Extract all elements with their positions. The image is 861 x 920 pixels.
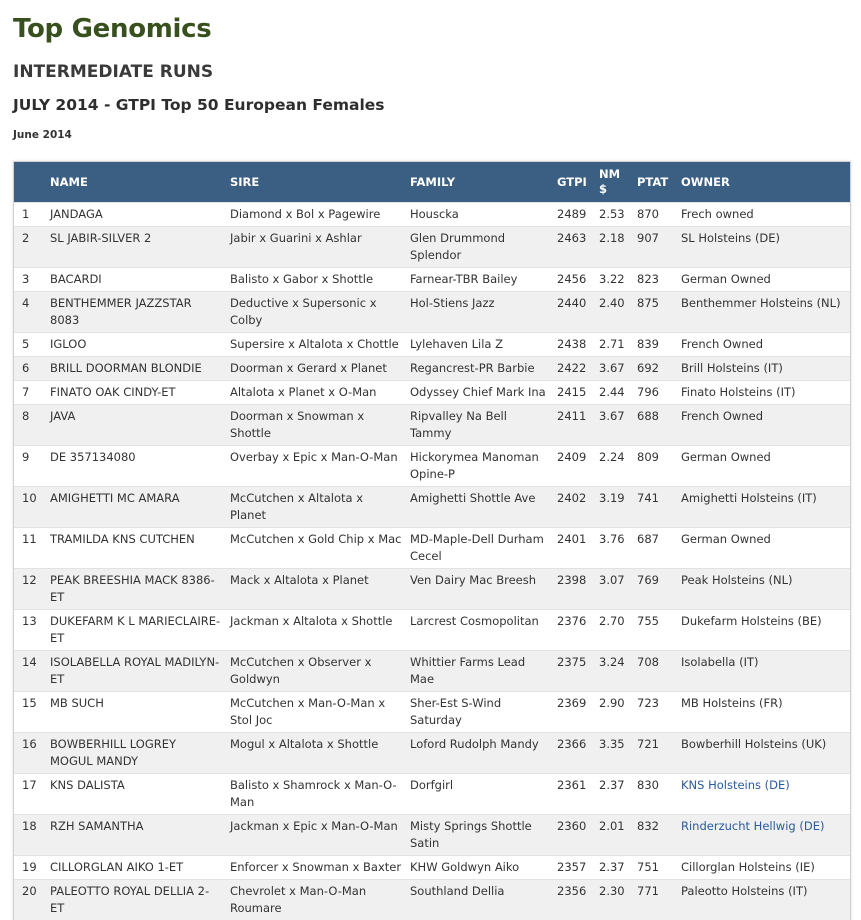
site-title[interactable]: Top Genomics bbox=[13, 14, 211, 44]
cell-rank: 11 bbox=[14, 528, 46, 569]
table-row bbox=[14, 203, 850, 227]
cell-owner: Bowberhill Holsteins (UK) bbox=[677, 733, 850, 774]
cell-ptat: 809 bbox=[633, 446, 677, 487]
cell-gtpi: 2440 bbox=[553, 292, 595, 333]
publish-date: June 2014 bbox=[13, 129, 72, 141]
cell-gtpi: 2357 bbox=[553, 856, 595, 880]
cell-sire: McCutchen x Gold Chip x Mac bbox=[226, 528, 406, 569]
cell-sire: Doorman x Snowman x Shottle bbox=[226, 405, 406, 446]
cell-owner: MB Holsteins (FR) bbox=[677, 692, 850, 733]
article-title: JULY 2014 - GTPI Top 50 European Females bbox=[13, 96, 385, 114]
cell-owner: Finato Holsteins (IT) bbox=[677, 381, 850, 405]
owner-link[interactable]: Rinderzucht Hellwig (DE) bbox=[681, 819, 824, 833]
table-row bbox=[14, 880, 850, 920]
cell-name: IGLOO bbox=[46, 333, 226, 357]
section-title: INTERMEDIATE RUNS bbox=[13, 62, 213, 82]
table-row bbox=[14, 651, 850, 692]
cell-gtpi: 2361 bbox=[553, 774, 595, 815]
cell-nm: 3.35 bbox=[595, 733, 633, 774]
cell-sire: Altalota x Planet x O-Man bbox=[226, 381, 406, 405]
cell-gtpi: 2398 bbox=[553, 569, 595, 610]
cell-name: JAVA bbox=[46, 405, 226, 446]
cell-sire: Mack x Altalota x Planet bbox=[226, 569, 406, 610]
cell-name: BACARDI bbox=[46, 268, 226, 292]
cell-owner: SL Holsteins (DE) bbox=[677, 227, 850, 268]
cell-rank: 14 bbox=[14, 651, 46, 692]
cell-owner: Amighetti Holsteins (IT) bbox=[677, 487, 850, 528]
rankings-table-container bbox=[13, 161, 851, 920]
cell-gtpi: 2366 bbox=[553, 733, 595, 774]
cell-ptat: 751 bbox=[633, 856, 677, 880]
cell-nm: 2.90 bbox=[595, 692, 633, 733]
cell-gtpi: 2402 bbox=[553, 487, 595, 528]
table-row bbox=[14, 487, 850, 528]
cell-nm: 3.67 bbox=[595, 405, 633, 446]
cell-name: ISOLABELLA ROYAL MADILYN-ET bbox=[46, 651, 226, 692]
cell-nm: 2.70 bbox=[595, 610, 633, 651]
cell-nm: 2.40 bbox=[595, 292, 633, 333]
cell-ptat: 907 bbox=[633, 227, 677, 268]
cell-family: Hol-Stiens Jazz bbox=[406, 292, 553, 333]
cell-nm: 3.24 bbox=[595, 651, 633, 692]
cell-family: Odyssey Chief Mark Ina bbox=[406, 381, 553, 405]
col-header-sire: SIRE bbox=[226, 162, 406, 203]
cell-nm: 2.24 bbox=[595, 446, 633, 487]
cell-family: Amighetti Shottle Ave bbox=[406, 487, 553, 528]
cell-rank: 8 bbox=[14, 405, 46, 446]
cell-owner: Peak Holsteins (NL) bbox=[677, 569, 850, 610]
col-header-nm: NM $ bbox=[595, 162, 633, 203]
table-row bbox=[14, 569, 850, 610]
cell-name: FINATO OAK CINDY-ET bbox=[46, 381, 226, 405]
cell-gtpi: 2415 bbox=[553, 381, 595, 405]
cell-name: BENTHEMMER JAZZSTAR 8083 bbox=[46, 292, 226, 333]
cell-family: Glen Drummond Splendor bbox=[406, 227, 553, 268]
cell-family: Whittier Farms Lead Mae bbox=[406, 651, 553, 692]
table-row bbox=[14, 856, 850, 880]
cell-sire: Diamond x Bol x Pagewire bbox=[226, 203, 406, 227]
table-body bbox=[14, 203, 850, 920]
cell-ptat: 796 bbox=[633, 381, 677, 405]
cell-sire: Jabir x Guarini x Ashlar bbox=[226, 227, 406, 268]
cell-family: Sher-Est S-Wind Saturday bbox=[406, 692, 553, 733]
cell-ptat: 688 bbox=[633, 405, 677, 446]
cell-rank: 7 bbox=[14, 381, 46, 405]
cell-rank: 15 bbox=[14, 692, 46, 733]
cell-family: Ripvalley Na Bell Tammy bbox=[406, 405, 553, 446]
cell-sire: Mogul x Altalota x Shottle bbox=[226, 733, 406, 774]
rankings-table bbox=[14, 162, 850, 920]
cell-sire: Enforcer x Snowman x Baxter bbox=[226, 856, 406, 880]
cell-ptat: 708 bbox=[633, 651, 677, 692]
cell-rank: 3 bbox=[14, 268, 46, 292]
cell-rank: 2 bbox=[14, 227, 46, 268]
cell-sire: Jackman x Altalota x Shottle bbox=[226, 610, 406, 651]
col-header-ptat: PTAT bbox=[633, 162, 677, 203]
cell-rank: 17 bbox=[14, 774, 46, 815]
cell-owner: Isolabella (IT) bbox=[677, 651, 850, 692]
cell-rank: 1 bbox=[14, 203, 46, 227]
cell-nm: 2.30 bbox=[595, 880, 633, 920]
cell-family: Larcrest Cosmopolitan bbox=[406, 610, 553, 651]
cell-owner: French Owned bbox=[677, 333, 850, 357]
cell-sire: Deductive x Supersonic x Colby bbox=[226, 292, 406, 333]
cell-owner: Cillorglan Holsteins (IE) bbox=[677, 856, 850, 880]
table-row bbox=[14, 528, 850, 569]
cell-gtpi: 2411 bbox=[553, 405, 595, 446]
cell-nm: 2.44 bbox=[595, 381, 633, 405]
cell-gtpi: 2489 bbox=[553, 203, 595, 227]
table-row bbox=[14, 292, 850, 333]
cell-family: Houscka bbox=[406, 203, 553, 227]
cell-name: AMIGHETTI MC AMARA bbox=[46, 487, 226, 528]
table-row bbox=[14, 357, 850, 381]
cell-family: Misty Springs Shottle Satin bbox=[406, 815, 553, 856]
cell-name: BRILL DOORMAN BLONDIE bbox=[46, 357, 226, 381]
cell-ptat: 830 bbox=[633, 774, 677, 815]
cell-rank: 5 bbox=[14, 333, 46, 357]
cell-name: BOWBERHILL LOGREY MOGUL MANDY bbox=[46, 733, 226, 774]
cell-nm: 3.22 bbox=[595, 268, 633, 292]
cell-gtpi: 2360 bbox=[553, 815, 595, 856]
cell-ptat: 875 bbox=[633, 292, 677, 333]
cell-name: RZH SAMANTHA bbox=[46, 815, 226, 856]
cell-family: Hickorymea Manoman Opine-P bbox=[406, 446, 553, 487]
cell-name: PALEOTTO ROYAL DELLIA 2-ET bbox=[46, 880, 226, 920]
cell-gtpi: 2422 bbox=[553, 357, 595, 381]
cell-ptat: 832 bbox=[633, 815, 677, 856]
cell-owner: German Owned bbox=[677, 446, 850, 487]
cell-nm: 2.71 bbox=[595, 333, 633, 357]
cell-nm: 3.07 bbox=[595, 569, 633, 610]
owner-link[interactable]: KNS Holsteins (DE) bbox=[681, 778, 790, 792]
cell-name: SL JABIR-SILVER 2 bbox=[46, 227, 226, 268]
table-row bbox=[14, 692, 850, 733]
table-row bbox=[14, 733, 850, 774]
col-header-name: NAME bbox=[46, 162, 226, 203]
cell-gtpi: 2356 bbox=[553, 880, 595, 920]
cell-ptat: 723 bbox=[633, 692, 677, 733]
table-row bbox=[14, 815, 850, 856]
cell-family: Southland Dellia bbox=[406, 880, 553, 920]
cell-ptat: 755 bbox=[633, 610, 677, 651]
cell-owner bbox=[677, 774, 850, 815]
cell-nm: 2.37 bbox=[595, 774, 633, 815]
cell-ptat: 692 bbox=[633, 357, 677, 381]
cell-gtpi: 2438 bbox=[553, 333, 595, 357]
col-header-gtpi: GTPI bbox=[553, 162, 595, 203]
cell-family: Regancrest-PR Barbie bbox=[406, 357, 553, 381]
cell-gtpi: 2376 bbox=[553, 610, 595, 651]
cell-gtpi: 2369 bbox=[553, 692, 595, 733]
table-header-row bbox=[14, 162, 850, 203]
cell-owner: German Owned bbox=[677, 268, 850, 292]
cell-sire: Supersire x Altalota x Chottle bbox=[226, 333, 406, 357]
cell-gtpi: 2409 bbox=[553, 446, 595, 487]
cell-gtpi: 2463 bbox=[553, 227, 595, 268]
cell-owner: Brill Holsteins (IT) bbox=[677, 357, 850, 381]
col-header-family: FAMILY bbox=[406, 162, 553, 203]
cell-ptat: 839 bbox=[633, 333, 677, 357]
cell-rank: 10 bbox=[14, 487, 46, 528]
cell-rank: 6 bbox=[14, 357, 46, 381]
cell-nm: 3.76 bbox=[595, 528, 633, 569]
cell-owner: Benthemmer Holsteins (NL) bbox=[677, 292, 850, 333]
table-row bbox=[14, 774, 850, 815]
cell-family: Dorfgirl bbox=[406, 774, 553, 815]
table-row bbox=[14, 381, 850, 405]
cell-family: Ven Dairy Mac Breesh bbox=[406, 569, 553, 610]
cell-rank: 4 bbox=[14, 292, 46, 333]
cell-nm: 2.37 bbox=[595, 856, 633, 880]
cell-sire: Jackman x Epic x Man-O-Man bbox=[226, 815, 406, 856]
cell-gtpi: 2456 bbox=[553, 268, 595, 292]
cell-rank: 13 bbox=[14, 610, 46, 651]
cell-ptat: 721 bbox=[633, 733, 677, 774]
cell-owner: Paleotto Holsteins (IT) bbox=[677, 880, 850, 920]
cell-nm: 2.53 bbox=[595, 203, 633, 227]
cell-family: KHW Goldwyn Aiko bbox=[406, 856, 553, 880]
col-header-rank bbox=[14, 162, 46, 203]
cell-rank: 20 bbox=[14, 880, 46, 920]
cell-owner: German Owned bbox=[677, 528, 850, 569]
cell-owner: French Owned bbox=[677, 405, 850, 446]
cell-name: JANDAGA bbox=[46, 203, 226, 227]
table-row bbox=[14, 227, 850, 268]
cell-rank: 12 bbox=[14, 569, 46, 610]
cell-owner bbox=[677, 815, 850, 856]
cell-nm: 3.19 bbox=[595, 487, 633, 528]
cell-name: MB SUCH bbox=[46, 692, 226, 733]
table-row bbox=[14, 610, 850, 651]
cell-name: KNS DALISTA bbox=[46, 774, 226, 815]
cell-ptat: 687 bbox=[633, 528, 677, 569]
cell-name: DE 357134080 bbox=[46, 446, 226, 487]
cell-ptat: 769 bbox=[633, 569, 677, 610]
cell-sire: Doorman x Gerard x Planet bbox=[226, 357, 406, 381]
cell-ptat: 741 bbox=[633, 487, 677, 528]
table-row bbox=[14, 446, 850, 487]
cell-family: MD-Maple-Dell Durham Cecel bbox=[406, 528, 553, 569]
cell-rank: 9 bbox=[14, 446, 46, 487]
cell-name: CILLORGLAN AIKO 1-ET bbox=[46, 856, 226, 880]
col-header-owner: OWNER bbox=[677, 162, 850, 203]
cell-ptat: 870 bbox=[633, 203, 677, 227]
cell-gtpi: 2401 bbox=[553, 528, 595, 569]
cell-sire: Chevrolet x Man-O-Man Roumare bbox=[226, 880, 406, 920]
table-row bbox=[14, 268, 850, 292]
cell-ptat: 823 bbox=[633, 268, 677, 292]
cell-rank: 18 bbox=[14, 815, 46, 856]
cell-name: DUKEFARM K L MARIECLAIRE-ET bbox=[46, 610, 226, 651]
cell-name: PEAK BREESHIA MACK 8386-ET bbox=[46, 569, 226, 610]
cell-nm: 3.67 bbox=[595, 357, 633, 381]
cell-sire: Overbay x Epic x Man-O-Man bbox=[226, 446, 406, 487]
cell-sire: McCutchen x Altalota x Planet bbox=[226, 487, 406, 528]
cell-nm: 2.01 bbox=[595, 815, 633, 856]
cell-family: Farnear-TBR Bailey bbox=[406, 268, 553, 292]
cell-rank: 19 bbox=[14, 856, 46, 880]
cell-sire: McCutchen x Man-O-Man x Stol Joc bbox=[226, 692, 406, 733]
cell-family: Lylehaven Lila Z bbox=[406, 333, 553, 357]
table-row bbox=[14, 405, 850, 446]
cell-sire: Balisto x Gabor x Shottle bbox=[226, 268, 406, 292]
cell-sire: Balisto x Shamrock x Man-O-Man bbox=[226, 774, 406, 815]
cell-ptat: 771 bbox=[633, 880, 677, 920]
cell-gtpi: 2375 bbox=[553, 651, 595, 692]
cell-name: TRAMILDA KNS CUTCHEN bbox=[46, 528, 226, 569]
table-row bbox=[14, 333, 850, 357]
cell-sire: McCutchen x Observer x Goldwyn bbox=[226, 651, 406, 692]
cell-nm: 2.18 bbox=[595, 227, 633, 268]
cell-rank: 16 bbox=[14, 733, 46, 774]
cell-owner: Dukefarm Holsteins (BE) bbox=[677, 610, 850, 651]
cell-family: Loford Rudolph Mandy bbox=[406, 733, 553, 774]
cell-owner: Frech owned bbox=[677, 203, 850, 227]
